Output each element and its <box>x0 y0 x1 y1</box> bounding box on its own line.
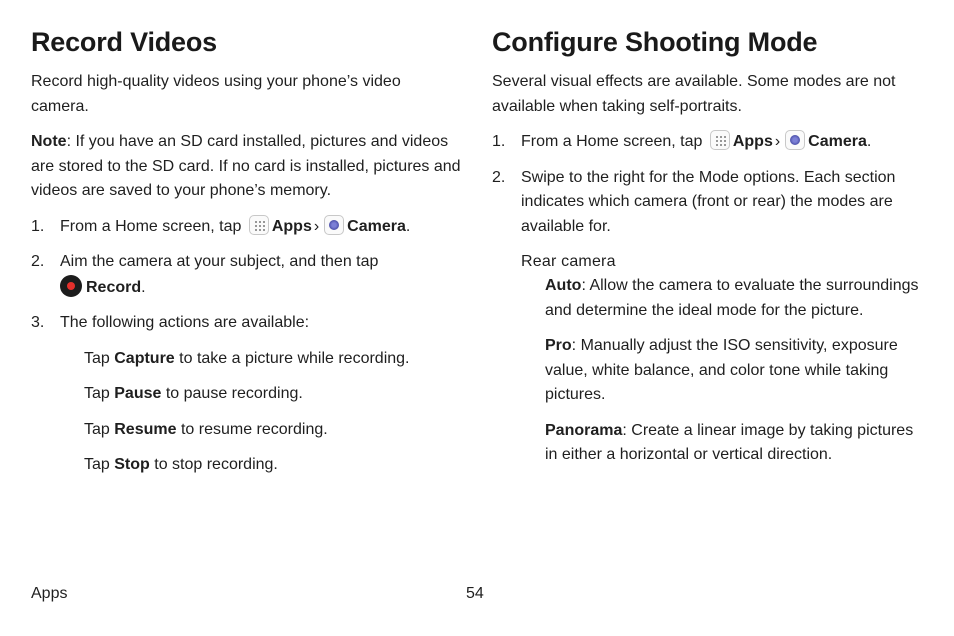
step-number: 1. <box>31 217 45 235</box>
action-label: Resume <box>114 420 177 438</box>
mode-panorama <box>492 419 922 468</box>
shooting-mode-column <box>492 26 922 468</box>
action-pause <box>31 382 461 407</box>
mode-auto <box>492 274 922 323</box>
rear-camera-heading: Rear camera <box>521 253 616 270</box>
step-number: 1. <box>492 133 506 150</box>
step-number: 3. <box>31 314 45 331</box>
camera-app-icon <box>785 130 805 150</box>
step-1 <box>31 215 461 240</box>
camera-label: Camera <box>347 217 406 235</box>
action-tap: Tap <box>84 456 115 473</box>
step-2 <box>492 166 922 240</box>
camera-app-icon <box>324 215 344 235</box>
action-text: to take a picture while recording. <box>174 349 410 367</box>
record-videos-column <box>31 26 461 478</box>
mode-text: : Allow the camera to evaluate the surroundings and determine the ideal mode for the picture. <box>545 277 919 319</box>
step-text: Swipe to the right for the Mode options. Each section indicates which camera (front or rear) the modes are available for. <box>521 168 896 235</box>
step-text: From a Home screen, tap <box>521 133 707 150</box>
action-capture <box>31 347 461 372</box>
action-stop <box>31 453 461 478</box>
section-title: Record Videos <box>31 27 217 57</box>
action-label: Pause <box>114 385 162 402</box>
note-label: Note <box>31 133 67 150</box>
footer-section-name: Apps <box>31 585 68 602</box>
chevron-right-icon: › <box>774 133 781 150</box>
step-number: 2. <box>492 168 506 186</box>
action-tap: Tap <box>84 385 115 402</box>
apps-grid-icon <box>710 130 730 150</box>
page-number: 54 <box>466 585 484 602</box>
action-tap: Tap <box>84 349 115 367</box>
mode-pro <box>492 334 922 408</box>
period: . <box>405 217 411 235</box>
action-tap: Tap <box>84 420 115 438</box>
action-label: Stop <box>114 456 150 473</box>
note-paragraph <box>31 130 461 204</box>
apps-label: Apps <box>732 133 773 150</box>
mode-text: : Manually adjust the ISO sensitivity, exposure value, white balance, and color tone while taking pictures. <box>545 337 898 403</box>
step-text: From a Home screen, tap <box>60 217 246 235</box>
section-title: Configure Shooting Mode <box>492 27 818 57</box>
action-resume <box>31 418 461 443</box>
chevron-right-icon: › <box>313 217 320 235</box>
action-label: Capture <box>114 349 175 367</box>
intro-text: Several visual effects are available. Some modes are not available when taking self-portraits. <box>492 73 896 115</box>
action-text: to stop recording. <box>149 456 278 473</box>
mode-label: Pro <box>545 337 572 354</box>
action-text: to pause recording. <box>161 385 303 402</box>
step-text: The following actions are available: <box>60 314 310 331</box>
record-label: Record <box>86 278 142 296</box>
mode-label: Panorama <box>545 421 623 439</box>
period: . <box>141 278 146 296</box>
step-2 <box>31 250 461 300</box>
mode-label: Auto <box>545 277 582 294</box>
note-text: : If you have an SD card installed, pictures and videos are stored to the SD card. If no card is installed, pictures and videos are saved to your phone’s memory. <box>31 133 461 199</box>
camera-label: Camera <box>808 133 867 150</box>
action-text: to resume recording. <box>176 420 328 438</box>
step-3 <box>31 311 461 336</box>
period: . <box>866 133 872 150</box>
step-text: Aim the camera at your subject, and then tap <box>60 253 379 270</box>
step-1 <box>492 130 922 155</box>
intro-text: Record high-quality videos using your phone’s video camera. <box>31 73 401 115</box>
mode-text: : Create a linear image by taking pictures in either a horizontal or vertical direction. <box>545 421 914 463</box>
record-button-icon <box>60 275 82 297</box>
apps-grid-icon <box>249 215 269 235</box>
apps-label: Apps <box>271 217 312 235</box>
step-number: 2. <box>31 253 45 270</box>
